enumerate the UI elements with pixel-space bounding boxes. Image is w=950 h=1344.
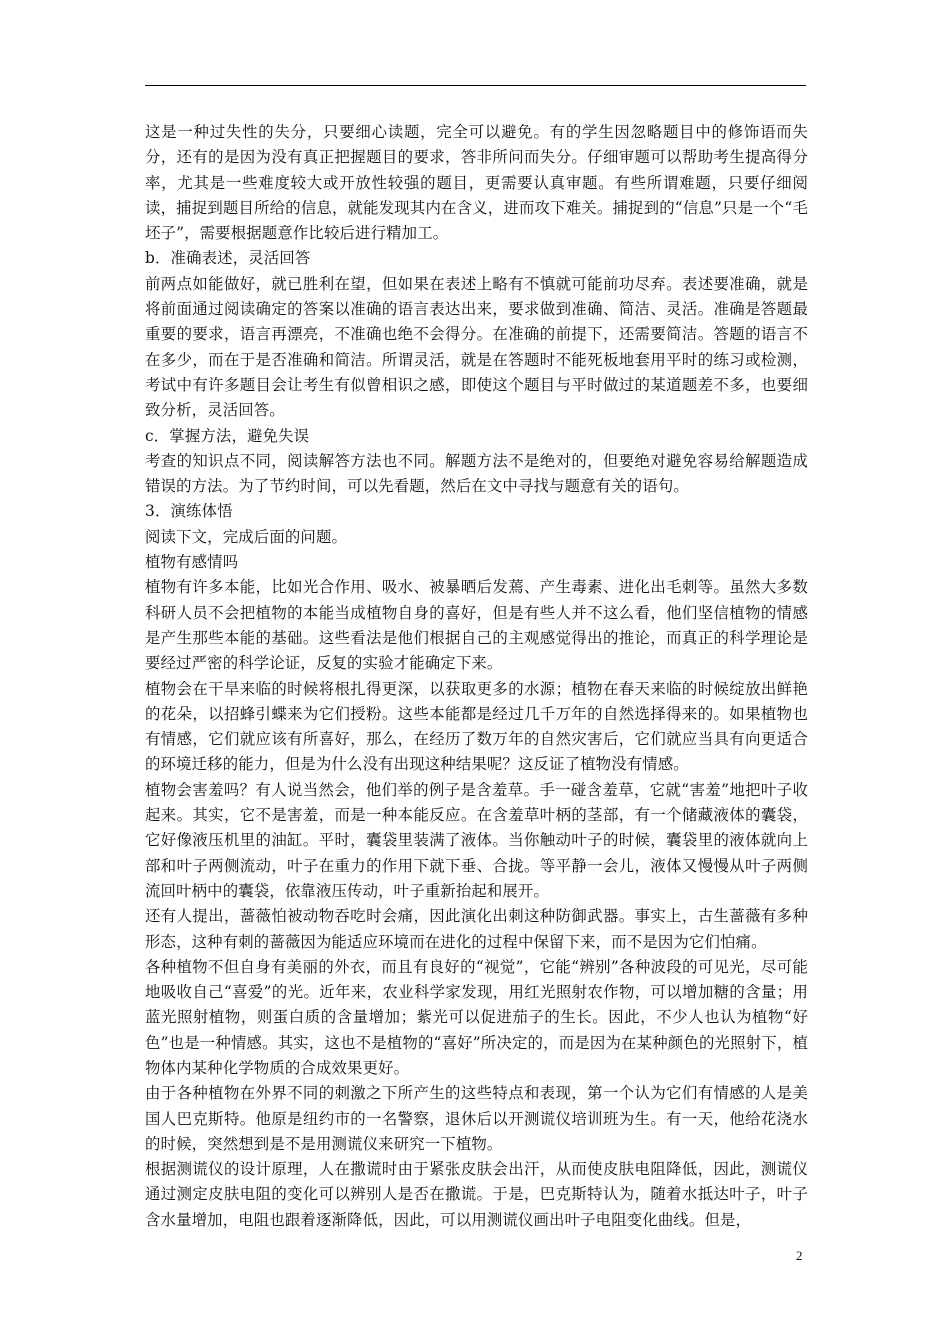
paragraph: 由于各种植物在外界不同的刺激之下所产生的这些特点和表现，第一个认为它们有情感的人是美国人巴克斯特。他原是纽约市的一名警察，退休后以开测谎仪培训班为生。有一天，他给花浇水的时候，突然想到是不是用测谎仪来研究一下植物。 bbox=[145, 1084, 808, 1153]
section-heading: c．掌握方法，避免失误 bbox=[145, 426, 310, 445]
paragraph: 考查的知识点不同，阅读解答方法也不同。解题方法不是绝对的，但要绝对避免容易给解题造成错误的方法。为了节约时间，可以先看题，然后在文中寻找与题意有关的语句。 bbox=[145, 451, 808, 496]
instruction-text: 阅读下文，完成后面的问题。 bbox=[145, 527, 348, 546]
header-rule bbox=[145, 85, 806, 86]
paragraph: 这是一种过失性的失分，只要细心读题，完全可以避免。有的学生因忽略题目中的修饰语而失分，还有的是因为没有真正把握题目的要求，答非所问而失分。仔细审题可以帮助考生提高得分率，尤其是一些难度较大或开放性较强的题目，更需要认真审题。有些所谓难题，只要仔细阅读，捕捉到题目所给的信息，就能发现其内在含义，进而攻下难关。捕捉到的“信息”只是一个“毛坯子”，需要根据题意作比较后进行精加工。 bbox=[145, 123, 808, 243]
paragraph: 植物会在干旱来临的时候将根扎得更深，以获取更多的水源；植物在春天来临的时候绽放出鲜艳的花朵，以招蜂引蝶来为它们授粉。这些本能都是经过几千万年的自然选择得来的。如果植物也有情感，它们就应该有所喜好，那么，在经历了数万年的自然灾害后，它们就应当具有向更适合的环境迁移的能力，但是为什么没有出现这种结果呢？这反证了植物没有情感。 bbox=[145, 679, 808, 774]
section-heading: b．准确表述，灵活回答 bbox=[145, 249, 311, 268]
paragraph: 植物会害羞吗？有人说当然会，他们举的例子是含羞草。手一碰含羞草，它就“害羞”地把叶子收起来。其实，它不是害羞，而是一种本能反应。在含羞草叶柄的茎部，有一个储藏液体的囊袋，它好像液压机里的油缸。平时，囊袋里装满了液体。当你触动叶子的时候，囊袋里的液体就向上部和叶子两侧流动，叶子在重力的作用下就下垂、合拢。等平静一会儿，液体又慢慢从叶子两侧流回叶柄中的囊袋，依靠液压传动，叶子重新抬起和展开。 bbox=[145, 780, 808, 900]
page-number: 2 bbox=[796, 1248, 803, 1263]
paragraph: 前两点如能做好，就已胜利在望，但如果在表述上略有不慎就可能前功尽弃。表述要准确，就是将前面通过阅读确定的答案以准确的语言表达出来，要求做到准确、简洁、灵活。准确是答题最重要的要求，语言再漂亮，不准确也绝不会得分。在准确的前提下，还需要简洁。答题的语言不在多少，而在于是否准确和简洁。所谓灵活，就是在答题时不能死板地套用平时的练习或检测，考试中有许多题目会让考生有似曾相识之感，即使这个题目与平时做过的某道题差不多，也要细致分析，灵活回答。 bbox=[145, 274, 808, 420]
document-body bbox=[145, 120, 808, 1233]
paragraph: 植物有许多本能，比如光合作用、吸水、被暴晒后发蔫、产生毒素、进化出毛刺等。虽然大多数科研人员不会把植物的本能当成植物自身的喜好，但是有些人并不这么看，他们坚信植物的情感是产生那些本能的基础。这些看法是他们根据自己的主观感觉得出的推论，而真正的科学理论是要经过严密的科学论证，反复的实验才能确定下来。 bbox=[145, 578, 808, 673]
paragraph: 还有人提出，蔷薇怕被动物吞吃时会痛，因此演化出刺这种防御武器。事实上，古生蔷薇有多种形态，这种有刺的蔷薇因为能适应环境而在进化的过程中保留下来，而不是因为它们怕痛。 bbox=[145, 907, 808, 951]
section-heading: 3．演练体悟 bbox=[145, 502, 233, 521]
article-title: 植物有感情吗 bbox=[145, 553, 239, 572]
paragraph: 根据测谎仪的设计原理，人在撒谎时由于紧张皮肤会出汗，从而使皮肤电阻降低，因此，测谎仪通过测定皮肤电阻的变化可以辨别人是否在撒谎。于是，巴克斯特认为，随着水抵达叶子，叶子含水量增加，电阻也跟着逐渐降低，因此，可以用测谎仪画出叶子电阻变化曲线。但是， bbox=[145, 1160, 808, 1229]
paragraph: 各种植物不但自身有美丽的外衣，而且有良好的“视觉”，它能“辨别”各种波段的可见光，尽可能地吸收自己“喜爱”的光。近年来，农业科学家发现，用红光照射农作物，可以增加糖的含量；用蓝光照射植物，则蛋白质的含量增加；紫光可以促进茄子的生长。因此，不少人也认为植物“好色”也是一种情感。其实，这也不是植物的“喜好”所决定的，而是因为在某种颜色的光照射下，植物体内某种化学物质的合成效果更好。 bbox=[145, 957, 808, 1077]
